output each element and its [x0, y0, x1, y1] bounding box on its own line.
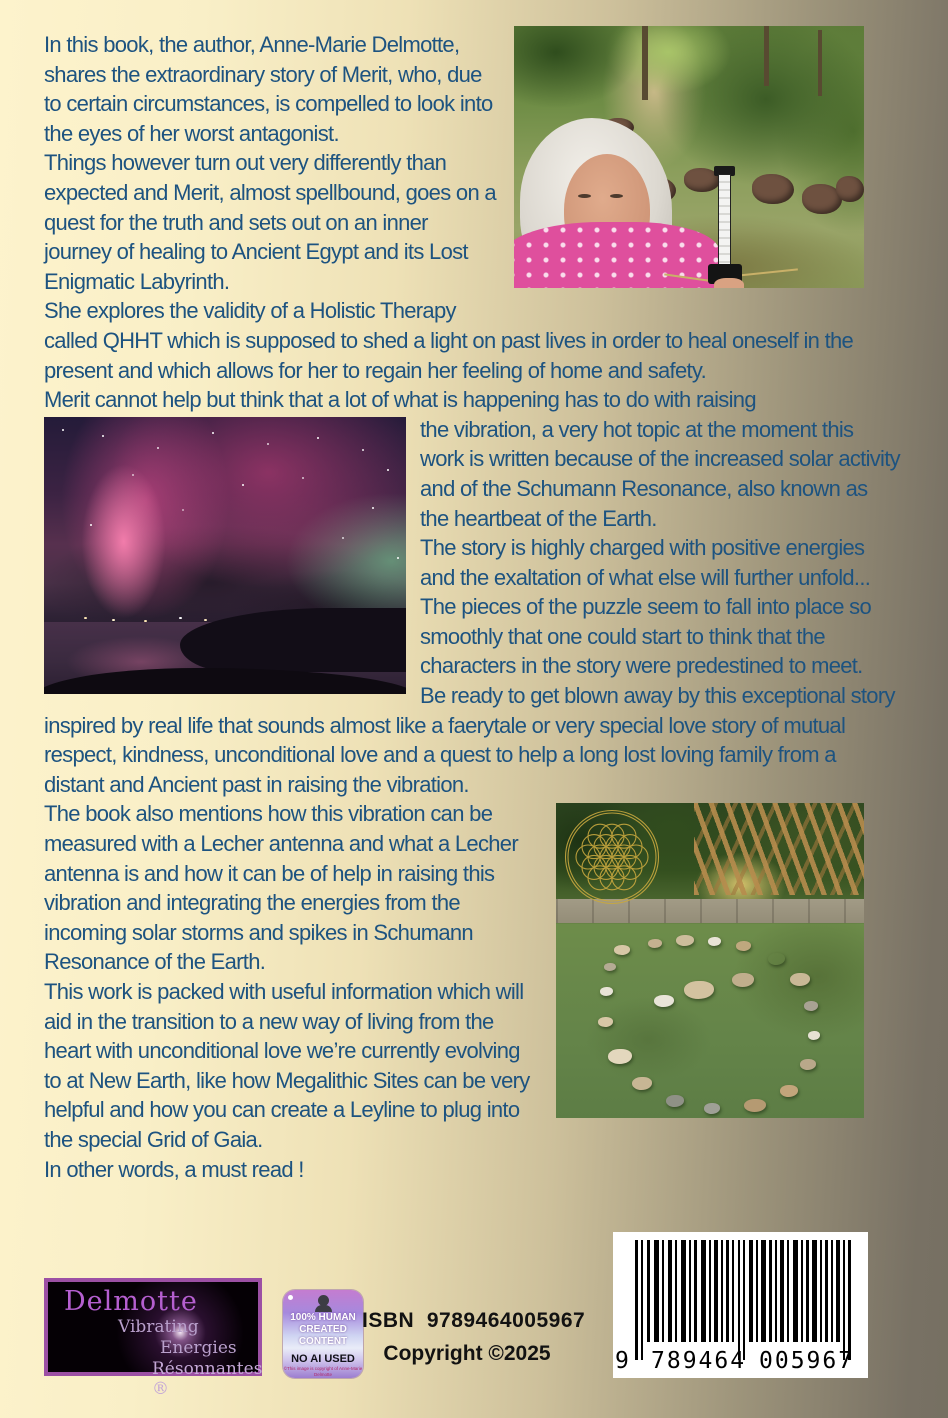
stone	[744, 1099, 766, 1112]
no-ai-label: NO AI USED	[291, 1353, 355, 1365]
stone	[654, 995, 674, 1007]
author-photo	[514, 26, 864, 288]
stone	[790, 973, 810, 986]
stone-circle-photo	[556, 803, 864, 1118]
synopsis-paragraph: Merit cannot help but think that a lot of what is happening has to do with raising	[44, 387, 756, 413]
synopsis-paragraph: This work is packed with useful information which will aid in the transition to a new way of living from the heart with unconditional love we’re currently evolving to at New Earth, like how Megalithic Sites can be very helpful and how you can create a Leyline to plug into the special Grid of Gaia.	[44, 979, 530, 1152]
eye	[610, 194, 623, 198]
barcode-group2: 005967	[759, 1348, 855, 1374]
no-ai-badge	[283, 1290, 363, 1378]
person-silhouette-icon	[315, 1305, 332, 1312]
rock	[836, 176, 864, 202]
stone	[768, 953, 785, 965]
aurora-coastline	[180, 608, 406, 672]
stone	[708, 937, 721, 946]
synopsis-paragraph: the vibration, a very hot topic at the moment this work is written because of the increased solar activity and of the Schumann Resonance, also known as the heartbeat of the Earth.	[420, 416, 900, 531]
stone	[600, 987, 613, 996]
flower-of-life-icon	[564, 809, 660, 905]
barcode-digits	[613, 1348, 868, 1374]
hand	[714, 278, 744, 288]
garden-flax-leaves	[694, 803, 864, 895]
badge-line: 100% HUMAN	[290, 1312, 356, 1323]
stars	[62, 429, 64, 431]
synopsis-paragraph: The story is highly charged with positive energies and the exaltation of what else will further unfold...	[420, 535, 871, 590]
stone	[614, 945, 630, 955]
stone	[780, 1085, 798, 1097]
lecher-antenna	[718, 174, 731, 266]
synopsis-paragraph: Be ready to get blown away by this exceptional story inspired by real life that sounds almost like a faerytale or very special love story of mutual respect, kindness, unconditional love and a quest to help a long lost loving family from a distant and Ancient past in raising the vibration.	[44, 683, 895, 797]
aurora-photo	[44, 417, 406, 694]
publisher-logo	[44, 1278, 263, 1399]
stone	[648, 939, 662, 948]
barcode-group1: 789464	[651, 1348, 747, 1374]
logo-word-resonnantes: Résonnantes ®	[152, 1359, 263, 1399]
stone	[804, 1001, 818, 1011]
isbn-text: ISBN 9789464005967	[362, 1309, 586, 1332]
shore-lights	[84, 617, 87, 619]
synopsis-paragraph: In other words, a must read !	[44, 1156, 304, 1182]
stone	[736, 941, 751, 951]
stone	[800, 1059, 816, 1070]
synopsis-paragraph: In this book, the author, Anne-Marie Delmotte, shares the extraordinary story of Merit, who, due to certain circumstances, is compelled to look into the eyes of her worst antagonist.	[44, 32, 493, 146]
tree-trunk	[764, 26, 769, 86]
synopsis-paragraph: The pieces of the puzzle seem to fall into place so smoothly that one could start to think that the characters in the story were predestined to meet.	[420, 594, 872, 679]
logo-name: Delmotte	[64, 1286, 198, 1317]
tree-trunk	[642, 26, 648, 100]
badge-copyright: ©This image is copyright of Anne-Marie Delmotte	[283, 1366, 363, 1377]
isbn-barcode	[613, 1232, 868, 1378]
isbn-block	[362, 1309, 586, 1366]
badge-line: CONTENT	[298, 1336, 348, 1347]
stone	[666, 1095, 684, 1107]
synopsis-paragraph: She explores the validity of a Holistic Therapy called QHHT which is supposed to shed a light on past lives in order to heal oneself in the present and which allows for her to regain her feeling of home and safety.	[44, 298, 854, 383]
badge-dot	[288, 1295, 293, 1300]
stone	[608, 1049, 632, 1064]
badge-line: CREATED	[299, 1324, 347, 1335]
stone	[808, 1031, 820, 1040]
copyright-text: Copyright ©2025	[383, 1342, 551, 1365]
synopsis-paragraph: The book also mentions how this vibration can be measured with a Lecher antenna and what a Lecher antenna is and how it can be of help in raising this vibration and integrating the energies from the incoming solar storms and spikes in Schumann Resonance of the Earth.	[44, 801, 518, 975]
stone	[732, 973, 754, 987]
eye	[578, 194, 591, 198]
barcode-lead-digit: 9	[615, 1348, 629, 1374]
stone	[676, 935, 694, 946]
rock	[752, 174, 794, 204]
stone	[604, 963, 616, 971]
stone	[684, 981, 714, 999]
logo-word-energies: Energies	[160, 1338, 237, 1358]
tree-trunk	[818, 30, 822, 96]
stone	[632, 1077, 652, 1090]
logo-word-vibrating: Vibrating	[118, 1317, 199, 1337]
stone	[704, 1103, 720, 1114]
synopsis-paragraph: Things however turn out very differently than expected and Merit, almost spellbound, goes on a quest for the truth and sets out on an inner journey of healing to Ancient Egypt and its Lost Enigmatic Labyrinth.	[44, 150, 496, 294]
stone	[598, 1017, 613, 1027]
